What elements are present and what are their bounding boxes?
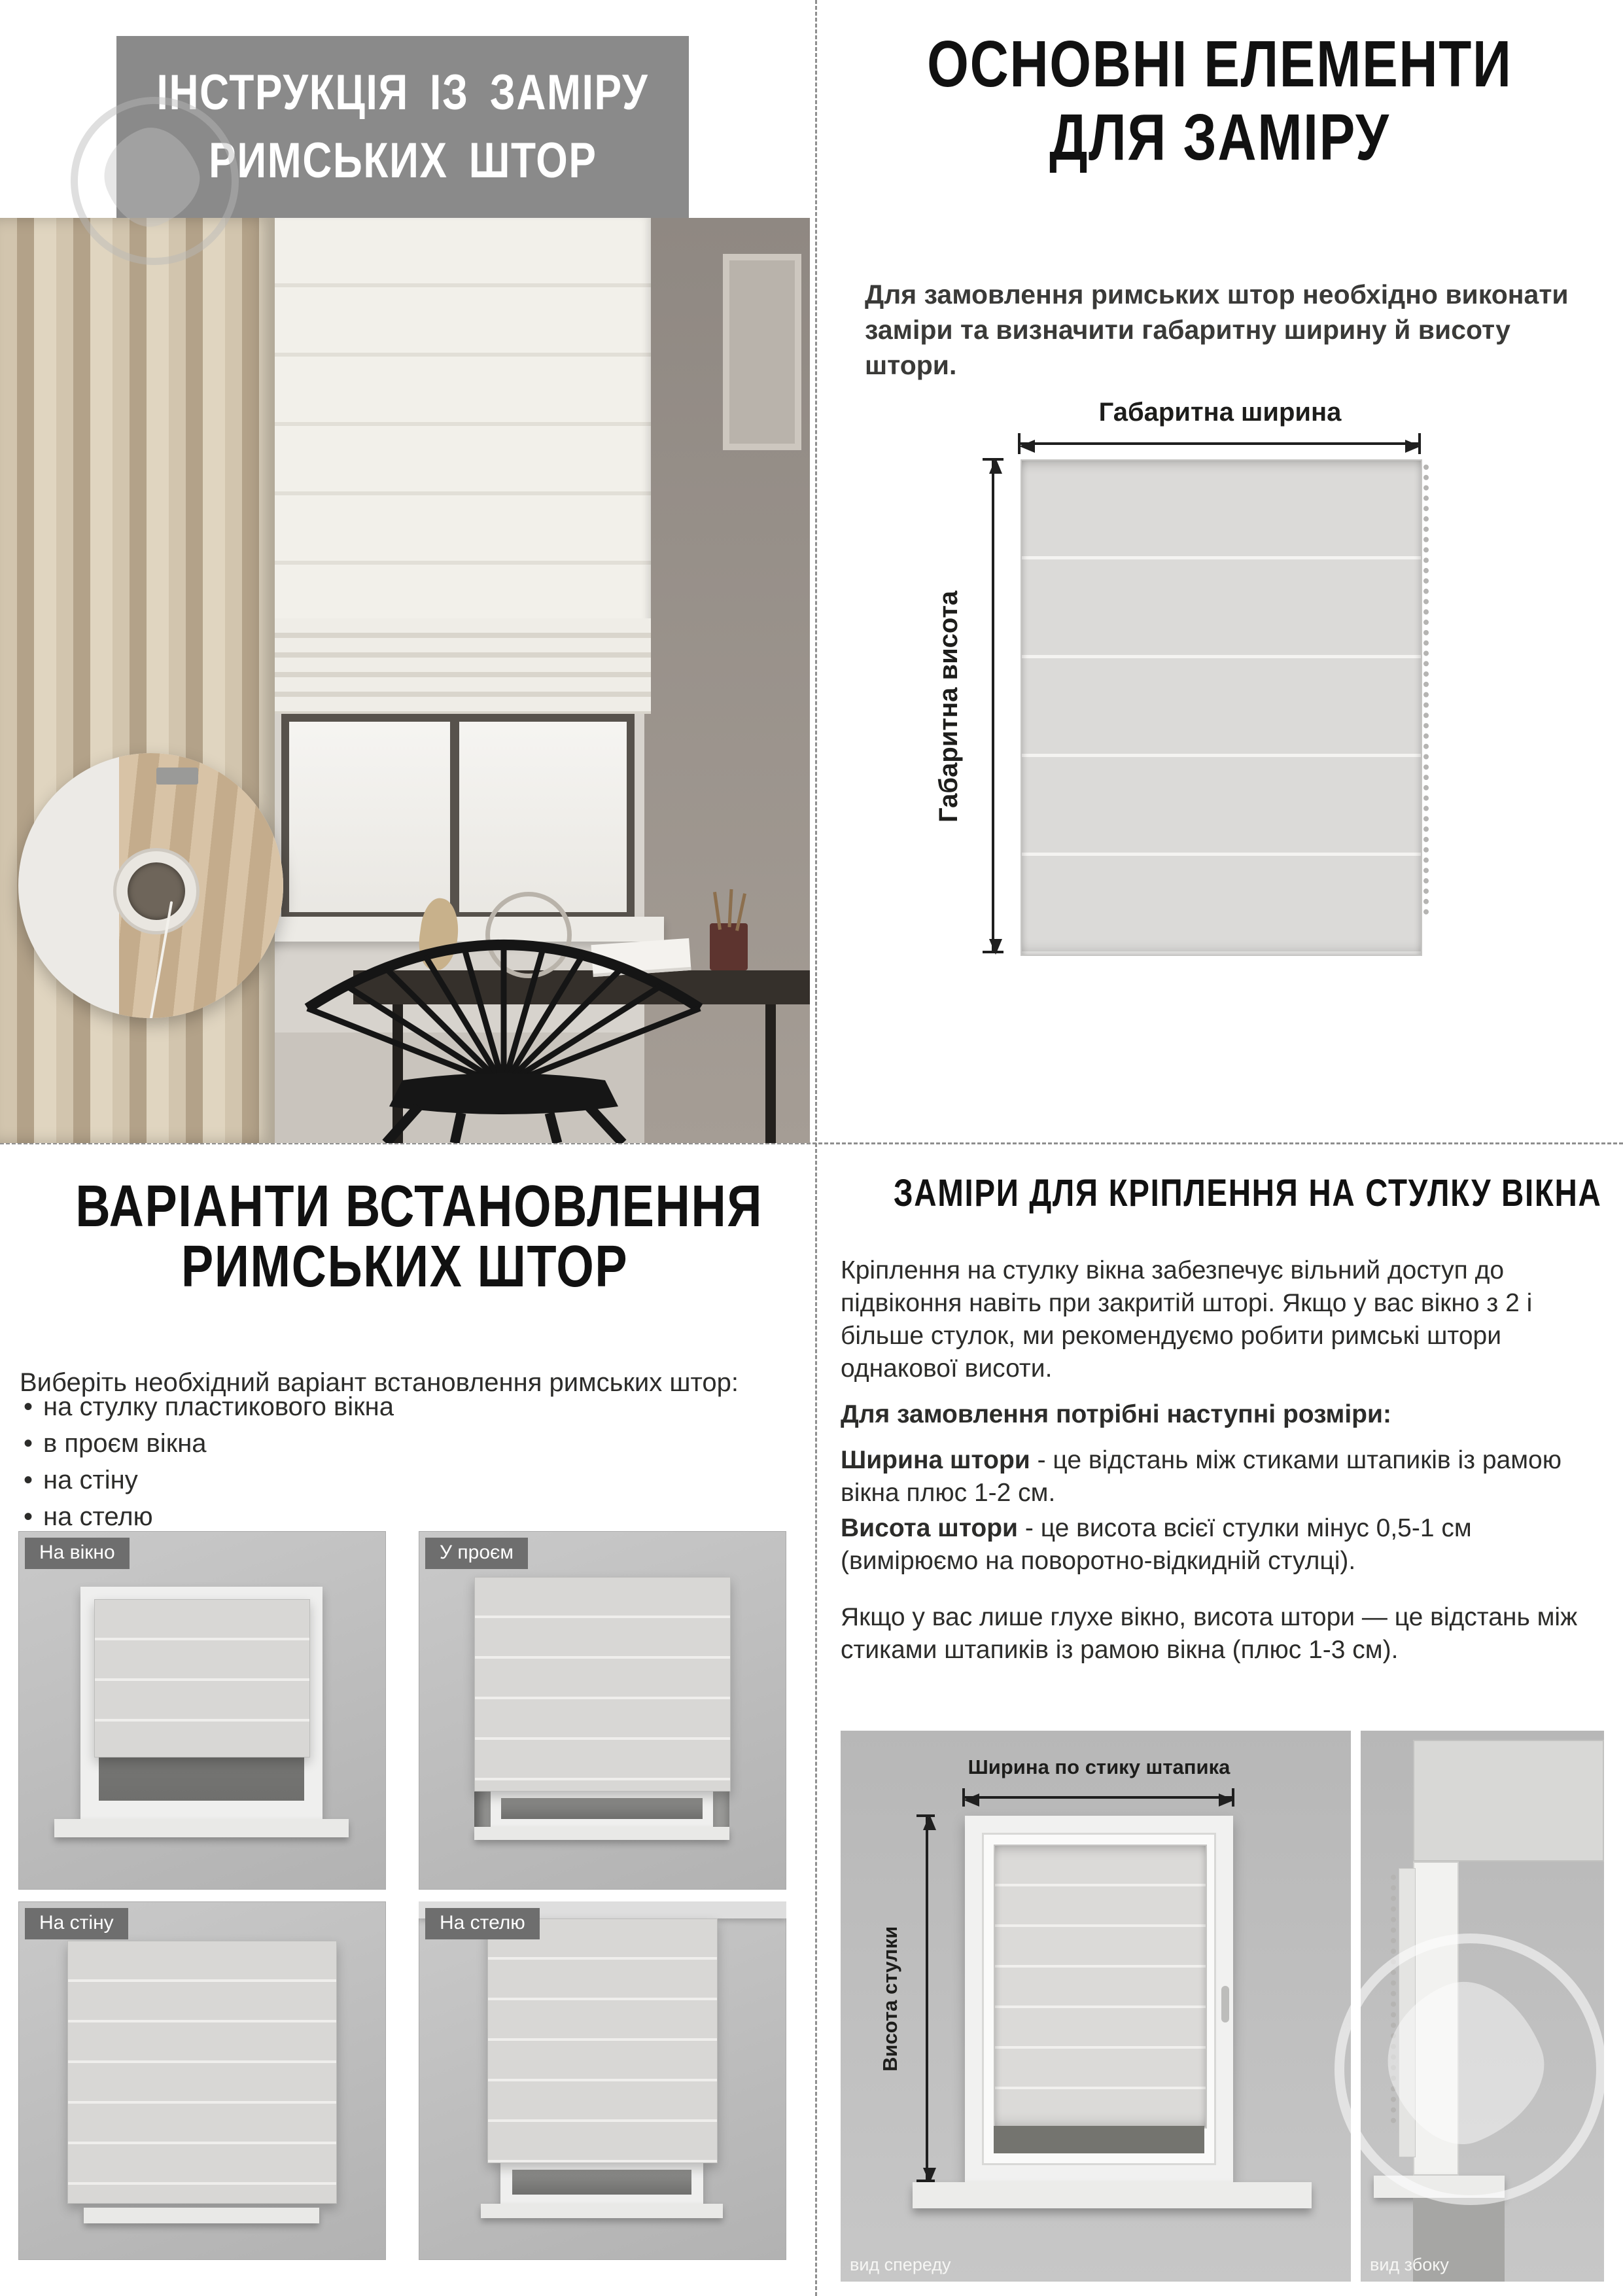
hero-photo [0,218,810,1143]
side-window-profile [1413,1862,1459,2176]
photo-wall-picture [723,254,801,450]
variant-card-label: На стелю [425,1908,540,1939]
page-title-line2: РИМСЬКИХ ШТОР [208,133,597,188]
arrow-end-tick [983,951,1003,953]
card-windowsill [474,1827,729,1840]
photo-window-mullion [450,714,459,920]
photo-roman-blind-folds [258,618,651,714]
photo-chair [288,910,720,1143]
inset-grommet-ring [116,851,196,931]
elements-title-line2: ДЛЯ ЗАМІРУ [1049,101,1390,174]
sash-title-text: ЗАМІРИ ДЛЯ КРІПЛЕННЯ НА СТУЛКУ ВІКНА [893,1172,1602,1214]
page-title [116,36,689,218]
side-view-caption: вид збоку [1370,2255,1449,2274]
card-roman-blind [487,1918,718,2163]
front-view-diagram [841,1731,1351,2282]
arrow-end-tick [916,1814,935,1817]
blind-diagram [1021,459,1422,956]
vertical-dashed-divider [815,0,817,2296]
card-windowsill [54,1819,349,1837]
variant-option: • в проєм вікна [24,1425,394,1462]
variants-title-line1: ВАРІАНТИ ВСТАНОВЛЕННЯ [75,1174,763,1239]
page-title-line1: ІНСТРУКЦІЯ ІЗ ЗАМІРУ [156,65,649,120]
variant-card-wall [18,1901,386,2260]
sash-paragraph-1: Кріплення на стулку вікна забезпечує вільний доступ до підвіконня навіть при закритій шторі. Якщо у вас вікно з 2 і більше стулок, ми рекомендуємо робити римські штори однакової висоти. [841,1256,1533,1383]
card-window-glass [501,1798,703,1819]
overall-height-label: Габаритна висота [934,590,963,822]
variant-card-ceiling [419,1901,786,2260]
sash-height-term: Висота штори [841,1514,1019,1542]
sash-height-def-text: - це висота всієї стулки мінус 0,5-1 см (вимірюємо на поворотно-відкидній стулці). [841,1514,1472,1575]
elements-title-line1: ОСНОВНІ ЕЛЕМЕНТИ [926,27,1512,101]
arrow-end-tick [962,1788,965,1807]
side-blind-profile [1399,1868,1416,2157]
sash-paragraph-2: Якщо у вас лише глухе вікно, висота штори — це відстань між стиками штапиків із рамою вікна (плюс 1-3 см). [841,1603,1578,1664]
curtain-detail-inset [18,753,283,1018]
variants-title-line2: РИМСЬКИХ ШТОР [181,1234,629,1299]
sash-title [816,1173,1623,1214]
variant-option: • на стіну [24,1462,394,1498]
blind-chain [1423,465,1429,915]
card-roman-blind [67,1941,337,2204]
arrow-end-tick [983,458,1003,461]
elements-title [816,27,1623,174]
overall-width-arrow [1021,442,1420,445]
sash-subtitle: Для замовлення потрібні наступні розміри: [841,1400,1391,1428]
photo-desk-leg [765,1004,776,1143]
sash-width-arrow [965,1796,1233,1799]
side-view-diagram [1361,1731,1604,2282]
diagram-window-sash [965,1816,1233,2182]
sash-height-label: Висота стулки [879,1926,901,2072]
sash-height-definition [841,1512,1603,1578]
card-windowsill [481,2204,723,2218]
sash-width-def-text: - це відстань між стиками штапиків із рамою вікна плюс 1-2 см. [841,1446,1562,1507]
overall-height-arrow [992,459,994,953]
diagram-windowsill [913,2182,1312,2208]
card-windowsill [84,2208,319,2223]
overall-width-label: Габаритна ширина [1098,398,1342,427]
diagram-glass [994,2126,1204,2153]
card-roman-blind [474,1577,731,1792]
side-wall-section [1413,1740,1604,1862]
card-window-glass [512,2170,691,2195]
side-blind-chain [1391,1875,1396,2123]
arrow-end-tick [1418,433,1421,454]
sash-width-definition [841,1444,1603,1510]
variant-card-label: У проєм [425,1538,528,1569]
sash-width-label: Ширина по стику штапика [968,1756,1230,1778]
diagram-window-handle [1221,1986,1229,2022]
sash-width-term: Ширина штори [841,1446,1030,1474]
variants-option-list [24,1388,394,1535]
sash-height-arrow [926,1816,928,2182]
variants-title [0,1176,810,1297]
arrow-end-tick [1018,433,1021,454]
front-view-caption: вид спереду [850,2255,951,2274]
variant-card-opening [419,1531,786,1890]
diagram-roman-blind [994,1845,1207,2128]
inset-mount-bracket [156,768,198,785]
variant-option: • на стулку пластикового вікна [24,1388,394,1425]
variant-option: • на стелю [24,1498,394,1535]
variant-card-window [18,1531,386,1890]
arrow-end-tick [1232,1788,1234,1807]
variant-card-label: На вікно [25,1538,130,1569]
elements-intro: Для замовлення римських штор необхідно виконати заміри та визначити габаритну ширину й висоту штори. [865,279,1569,380]
card-roman-blind [94,1599,310,1757]
side-windowsill [1374,2176,1505,2198]
variants-intro: Виберіть необхідний варіант встановлення римських штор: [20,1368,739,1397]
variant-card-label: На стіну [25,1908,128,1939]
